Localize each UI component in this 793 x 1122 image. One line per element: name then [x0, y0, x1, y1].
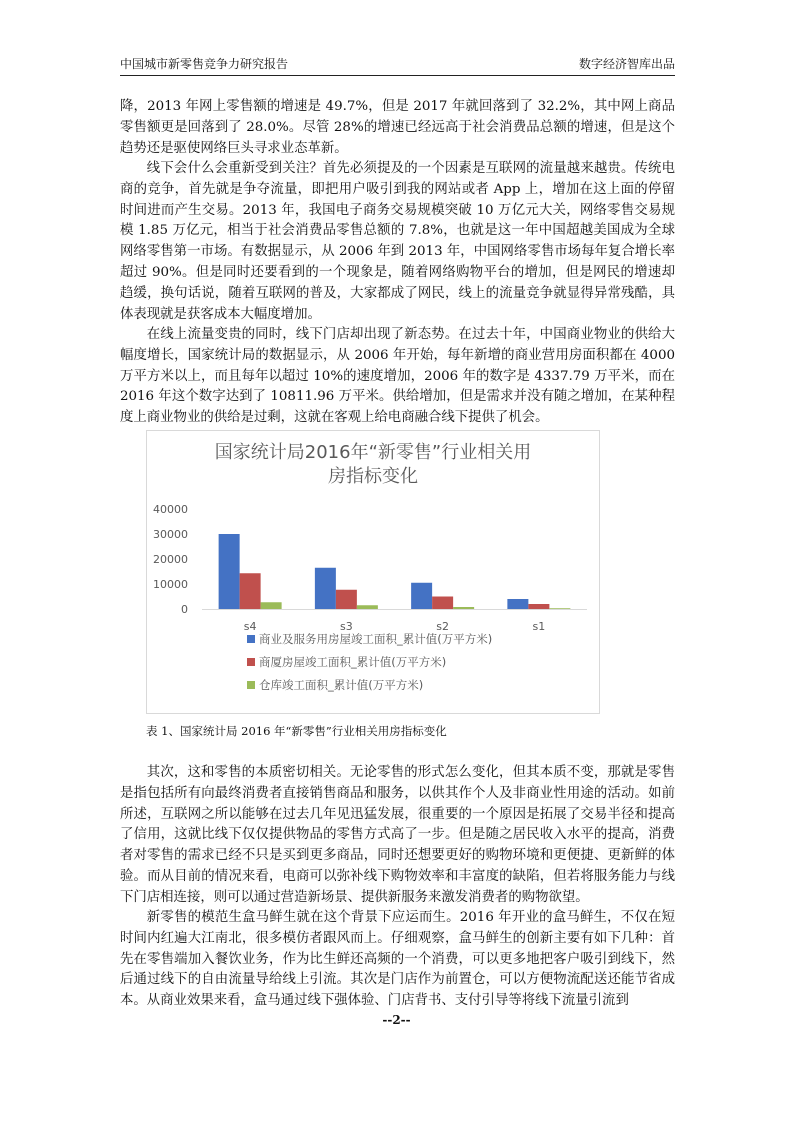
y-tick-label: 0 — [181, 603, 188, 616]
y-tick-label: 30000 — [153, 528, 188, 541]
bar-s2-series-2 — [432, 597, 453, 610]
x-category-label: s4 — [243, 620, 257, 633]
page-number: --2-- — [382, 1013, 411, 1027]
bar-s1-series-3 — [549, 608, 570, 609]
bar-s3-series-1 — [315, 568, 336, 609]
legend-swatch-2 — [247, 658, 255, 666]
legend-label-2: 商厦房屋竣工面积_累计值(万平方米) — [259, 655, 447, 669]
bar-s1-series-2 — [528, 604, 549, 609]
legend-swatch-1 — [247, 635, 255, 643]
legend-label-3: 仓库竣工面积_累计值(万平方米) — [259, 678, 424, 692]
paragraph-retail-essence: 其次，这和零售的本质密切相关。无论零售的形式怎么变化，但其本质不变，那就是零售是指包括所有向最终消费者直接销售商品和服务，以供其作个人及非商业性用途的活动。如前所述，互联网之所以能够在过去几年见迅猛发展，很重要的一个原因是拓展了交易半径和提高了信用，这就比线下仅仅提供物品的零售方式高了一步。但是随之居民收入水平的提高，消费者对零售的需求已经不只是买到更多商品，同时还想要更好的购物环境和更便捷、更新鲜的体验。而从目前的情况来看，电商可以弥补线下购物效率和丰富度的缺陷，但若将服务能力与线下门店相连接，则可以通过营造新场景、提供新服务来激发消费者的购物欲望。 — [120, 765, 675, 905]
bar-s3-series-2 — [336, 590, 357, 609]
x-category-label: s3 — [340, 620, 353, 633]
legend-label-1: 商业及服务用房屋竣工面积_累计值(万平方米) — [259, 632, 493, 646]
paragraph-growth-decline: 降，2013 年网上零售额的增速是 49.7%，但是 2017 年就回落到了 32.2%，其中网上商品零售额更是回落到了 28.0%。尽管 28%的增速已经远高于社会消费品总额的增速，但是这个趋势还是驱使网络巨头寻求业态革新。 — [120, 99, 675, 156]
chart-title-line2: 房指标变化 — [328, 466, 418, 487]
bar-chart — [147, 431, 601, 715]
paragraph-hema: 新零售的模范生盒马鲜生就在这个背景下应运而生。2016 年开业的盒马鲜生，不仅在短时间内红遍大江南北，很多模仿者跟风而上。仔细观察，盒马鲜生的创新主要有如下几种：首先在零售端加入餐饮业务，作为比生鲜还高频的一个消费，可以更多地把客户吸引到线下，然后通过线下的自由流量导给线上引流。其次是门店作为前置仓，可以方便物流配送还能节省成本。从商业效果来看，盒马通过线下强体验、门店背书、支付引导等将线下流量引流到 — [120, 910, 675, 1009]
bar-s4-series-3 — [261, 602, 282, 609]
y-tick-label: 20000 — [153, 553, 188, 566]
chart-container — [146, 430, 600, 714]
bar-s2-series-1 — [411, 583, 432, 609]
chart-title-line1: 国家统计局2016年“新零售”行业相关用 — [214, 442, 532, 463]
bar-s4-series-1 — [219, 534, 240, 609]
bar-s4-series-2 — [240, 573, 261, 609]
paragraph-offline-supply: 在线上流量变贵的同时，线下门店却出现了新态势。在过去十年，中国商业物业的供给大幅度增长，国家统计局的数据显示，从 2006 年开始，每年新增的商业营用房面积都在 4000 万平方米以上，而且每年以超过 10%的速度增加，2006 年的数字是 4337.79 万平米，而在 2016 年这个数字达到了 10811.96 万平米。供给增加，但是需求并没有随之增加，在某种程度上商业物业的供给是过剩，这就在客观上给电商融合线下提供了机会。 — [120, 327, 675, 426]
x-category-label: s2 — [436, 620, 449, 633]
header-publisher: 数字经济智库出品 — [578, 57, 675, 71]
x-category-label: s1 — [532, 620, 546, 633]
paragraph-online-traffic: 线下会什么会重新受到关注？首先必须提及的一个因素是互联网的流量越来越贵。传统电商的竞争，首先就是争夺流量，即把用户吸引到我的网站或者 App 上，增加在这上面的停留时间进而产生交易。2013 年，我国电子商务交易规模突破 10 万亿元大关，网络零售交易规模 1.85 万亿元，相当于社会消费品零售总额的 7.8%，也就是这一年中国超越美国成为全球网络零售第一市场。有数据显示，从 2006 年到 2013 年，中国网络零售市场每年复合增长率超过 90%。但是同时还要看到的一个现象是，随着网络购物平台的增加，但是网民的增速却趋缓，换句话说，随着互联网的普及，大家都成了网民，线上的流量竞争就显得异常残酷，具体表现就是获客成本大幅度增加。 — [120, 161, 675, 322]
bar-s2-series-3 — [453, 607, 474, 609]
header-report-title: 中国城市新零售竞争力研究报告 — [120, 57, 289, 71]
chart-caption: 表 1、国家统计局 2016 年“新零售”行业相关用房指标变化 — [146, 724, 447, 738]
bar-s3-series-3 — [357, 605, 378, 609]
bar-s1-series-1 — [507, 599, 528, 609]
y-tick-label: 10000 — [153, 578, 188, 591]
y-tick-label: 40000 — [153, 503, 188, 516]
page-header — [120, 56, 675, 76]
legend-swatch-3 — [247, 681, 255, 689]
